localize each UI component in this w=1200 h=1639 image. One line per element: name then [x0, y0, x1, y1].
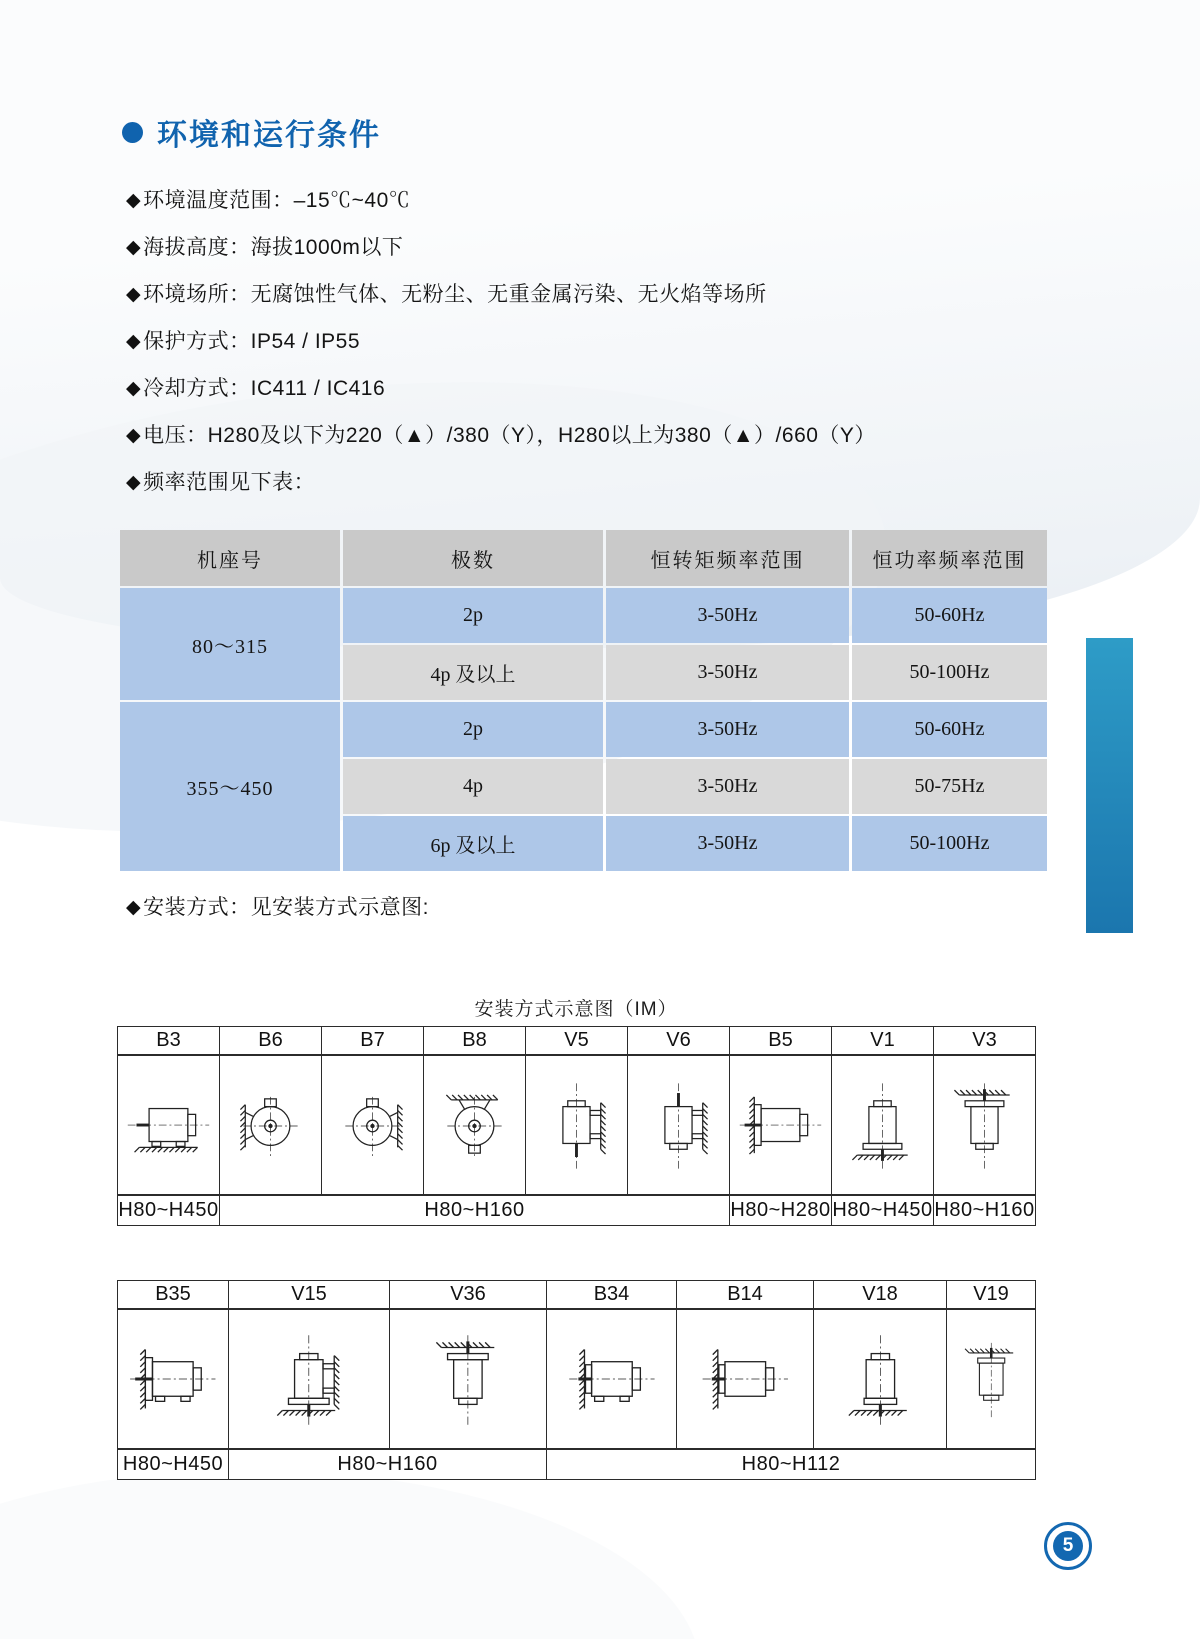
mount-code-v18: V18 [814, 1281, 947, 1310]
diamond-bullet-icon: ◆ [126, 472, 142, 493]
mounting-table-1 [117, 1026, 1036, 1226]
page-number-badge [1044, 1522, 1092, 1570]
b35-mounting-icon [120, 1317, 226, 1443]
b7-mounting-icon [324, 1063, 421, 1189]
b3-mounting-icon [120, 1063, 217, 1189]
v1-diagram-cell [832, 1055, 934, 1195]
mount-code-v36: V36 [390, 1281, 547, 1310]
v1-mounting-icon [834, 1063, 931, 1189]
mount-code-v19: V19 [947, 1281, 1036, 1310]
b8-mounting-icon [426, 1063, 523, 1189]
diamond-bullet-icon: ◆ [126, 237, 142, 258]
v3-mounting-icon [936, 1063, 1033, 1189]
condition-text: 电压：H280及以下为220（▲）/380（Y），H280以上为380（▲）/660（Y） [143, 424, 876, 447]
v15-diagram-cell [229, 1309, 390, 1449]
b34-mounting-icon [550, 1317, 674, 1443]
power-range-cell: 50-75Hz [852, 759, 1047, 814]
height-range-label: H80~H160 [934, 1195, 1036, 1226]
b3-diagram-cell [118, 1055, 220, 1195]
condition-item [126, 468, 1066, 497]
b14-diagram-cell [677, 1309, 814, 1449]
condition-text: 保护方式：IP54 / IP55 [143, 330, 361, 353]
diamond-bullet-icon: ◆ [126, 190, 142, 211]
mount-range-row [118, 1195, 1036, 1226]
condition-text: 环境温度范围：–15℃~40℃ [143, 189, 411, 212]
mount-code-row [118, 1281, 1036, 1310]
freq-col-header: 恒转矩频率范围 [606, 530, 849, 586]
mount-range-row [118, 1449, 1036, 1480]
mounting-note [126, 893, 429, 922]
height-range-label: H80~H450 [118, 1449, 229, 1480]
v36-diagram-cell [390, 1309, 547, 1449]
v36-mounting-icon [393, 1317, 543, 1443]
diamond-bullet-icon: ◆ [126, 425, 142, 446]
frame-size-cell: 355～450 [120, 702, 340, 871]
b6-mounting-icon [222, 1063, 319, 1189]
mount-code-v5: V5 [526, 1027, 628, 1056]
condition-text: 环境场所：无腐蚀性气体、无粉尘、无重金属污染、无火焰等场所 [143, 283, 767, 306]
condition-text: 海拔高度：海拔1000m以下 [143, 236, 404, 259]
mount-code-b6: B6 [220, 1027, 322, 1056]
power-range-cell: 50-100Hz [852, 816, 1047, 871]
mounting-table-2 [117, 1280, 1036, 1480]
mount-code-b7: B7 [322, 1027, 424, 1056]
b7-diagram-cell [322, 1055, 424, 1195]
poles-cell: 4p 及以上 [343, 645, 603, 700]
torque-range-cell: 3-50Hz [606, 759, 849, 814]
power-range-cell: 50-60Hz [852, 702, 1047, 757]
condition-text: 冷却方式：IC411 / IC416 [143, 377, 386, 400]
v5-diagram-cell [526, 1055, 628, 1195]
height-range-label: H80~H112 [547, 1449, 1036, 1480]
mounting-note-text: 安装方式：见安装方式示意图: [143, 896, 429, 919]
freq-col-header: 机座号 [120, 530, 340, 586]
b8-diagram-cell [424, 1055, 526, 1195]
power-range-cell: 50-60Hz [852, 588, 1047, 643]
b5-diagram-cell [730, 1055, 832, 1195]
v19-mounting-icon [949, 1317, 1033, 1443]
freq-header-row [120, 530, 1047, 586]
freq-col-header: 恒功率频率范围 [852, 530, 1047, 586]
condition-text: 频率范围见下表： [143, 471, 316, 494]
condition-item [126, 186, 1066, 215]
v6-diagram-cell [628, 1055, 730, 1195]
diamond-bullet-icon: ◆ [126, 284, 142, 305]
freq-col-header: 极数 [343, 530, 603, 586]
b35-diagram-cell [118, 1309, 229, 1449]
height-range-label: H80~H160 [220, 1195, 730, 1226]
section-title [122, 110, 381, 154]
torque-range-cell: 3-50Hz [606, 702, 849, 757]
v18-mounting-icon [817, 1317, 944, 1443]
torque-range-cell: 3-50Hz [606, 645, 849, 700]
poles-cell: 6p 及以上 [343, 816, 603, 871]
poles-cell: 2p [343, 588, 603, 643]
height-range-label: H80~H160 [229, 1449, 547, 1480]
mount-code-v1: V1 [832, 1027, 934, 1056]
height-range-label: H80~H450 [118, 1195, 220, 1226]
freq-row [120, 588, 1047, 643]
b5-mounting-icon [732, 1063, 829, 1189]
v18-diagram-cell [814, 1309, 947, 1449]
mount-code-v6: V6 [628, 1027, 730, 1056]
condition-item [126, 233, 1066, 262]
mounting-diagram-title: 安装方式示意图（IM） [474, 999, 678, 1020]
page-number: 5 [1053, 1531, 1083, 1561]
condition-item [126, 280, 1066, 309]
mount-code-v15: V15 [229, 1281, 390, 1310]
v6-mounting-icon [630, 1063, 727, 1189]
poles-cell: 4p [343, 759, 603, 814]
freq-row [120, 702, 1047, 757]
page-title: 环境和运行条件 [157, 119, 381, 152]
mount-code-b3: B3 [118, 1027, 220, 1056]
frequency-table [117, 528, 1050, 873]
v3-diagram-cell [934, 1055, 1036, 1195]
b14-mounting-icon [680, 1317, 811, 1443]
b34-diagram-cell [547, 1309, 677, 1449]
section-bullet-icon [122, 122, 143, 143]
condition-item [126, 327, 1066, 356]
v15-mounting-icon [232, 1317, 386, 1443]
mount-diagram-row [118, 1055, 1036, 1195]
b6-diagram-cell [220, 1055, 322, 1195]
diamond-bullet-icon: ◆ [126, 378, 142, 399]
mount-diagram-row [118, 1309, 1036, 1449]
height-range-label: H80~H450 [832, 1195, 934, 1226]
mount-code-v3: V3 [934, 1027, 1036, 1056]
torque-range-cell: 3-50Hz [606, 816, 849, 871]
v5-mounting-icon [528, 1063, 625, 1189]
condition-item [126, 374, 1066, 403]
mount-code-b34: B34 [547, 1281, 677, 1310]
poles-cell: 2p [343, 702, 603, 757]
torque-range-cell: 3-50Hz [606, 588, 849, 643]
v19-diagram-cell [947, 1309, 1036, 1449]
height-range-label: H80~H280 [730, 1195, 832, 1226]
mount-code-b5: B5 [730, 1027, 832, 1056]
mount-code-row [118, 1027, 1036, 1056]
diamond-bullet-icon: ◆ [126, 331, 142, 352]
mount-code-b35: B35 [118, 1281, 229, 1310]
mount-code-b14: B14 [677, 1281, 814, 1310]
power-range-cell: 50-100Hz [852, 645, 1047, 700]
conditions-list [126, 186, 1066, 515]
diamond-bullet-icon: ◆ [126, 897, 142, 918]
frame-size-cell: 80～315 [120, 588, 340, 700]
condition-item [126, 421, 1066, 450]
mount-code-b8: B8 [424, 1027, 526, 1056]
